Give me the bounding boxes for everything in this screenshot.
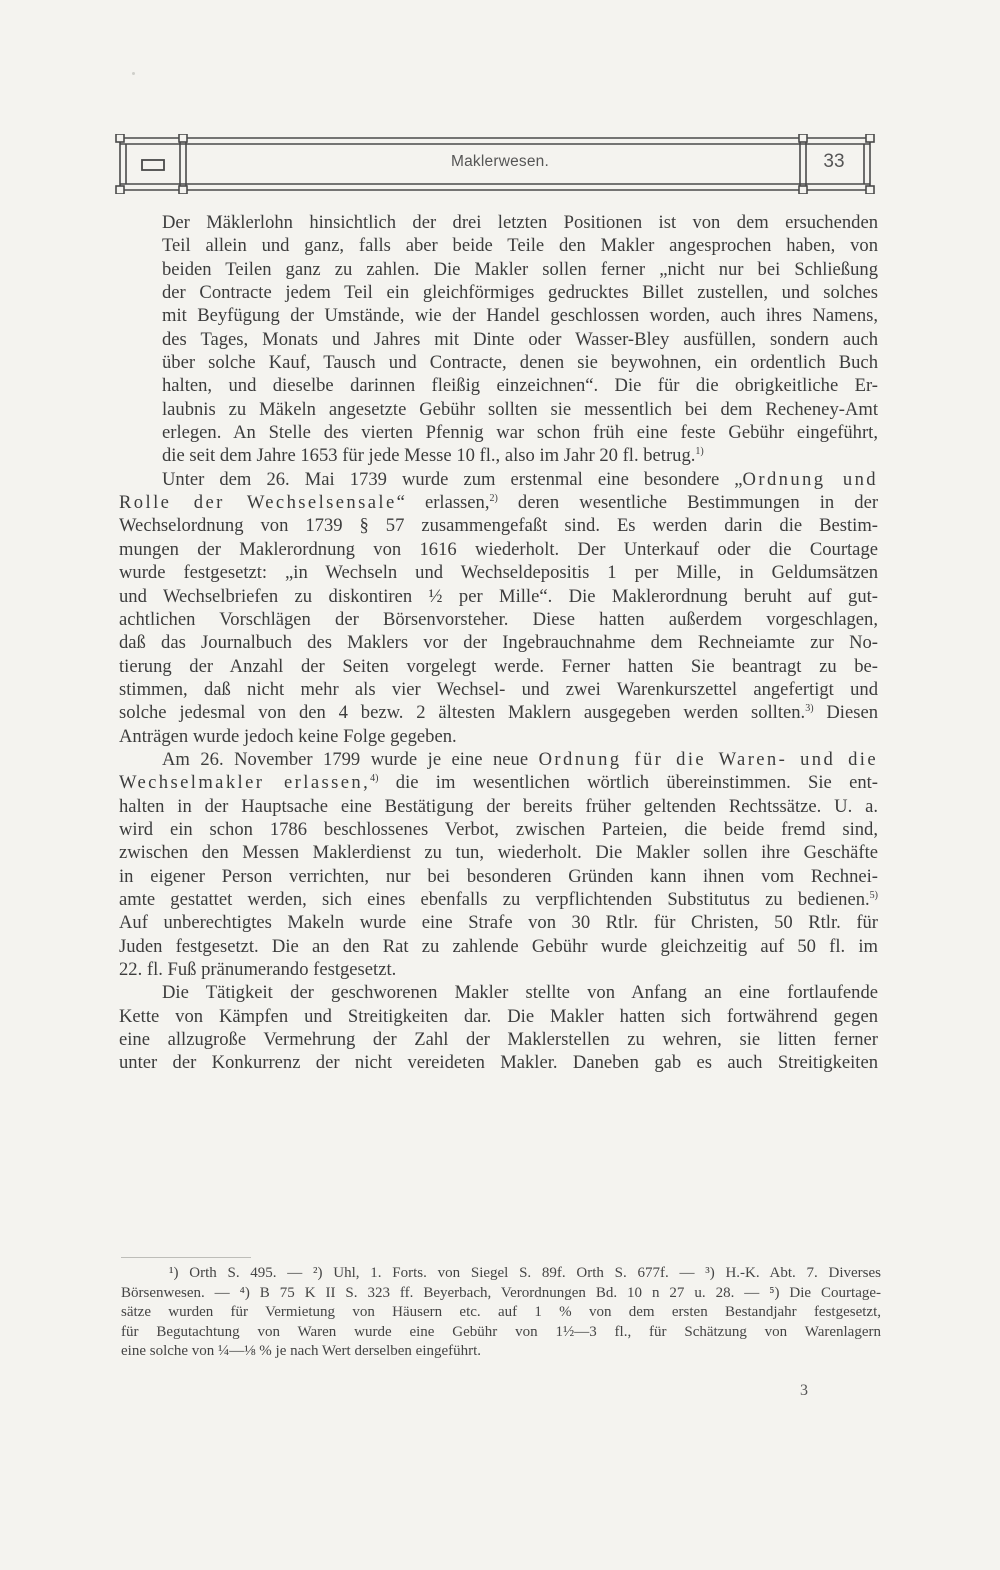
text-line: wird ein schon 1786 beschlossenes Verbot, zwischen Parteien, die beide fremd sind, (119, 818, 878, 840)
spaced-title: Ordnung und (742, 468, 878, 490)
text-line: daß das Journalbuch des Maklers vor der Ingebrauchnahme dem Rechneiamte zur No- (119, 632, 878, 654)
paragraph-3 (119, 748, 878, 981)
signature-number: 3 (800, 1382, 808, 1399)
text-line: halten, und dieselbe darinnen fleißig einzeichnen“. Die für die obrigkeitliche Er- (162, 375, 878, 397)
footnote-ref: 5) (869, 889, 878, 901)
running-title: Maklerwesen. (450, 153, 550, 170)
text-line: in eigener Person verrichten, nur bei besonderen Gründen kann ihnen vom Rechnei- (119, 865, 878, 887)
text-line: Anträgen wurde jedoch keine Folge gegeben. (119, 725, 457, 747)
paragraph-2 (119, 468, 878, 748)
text-run: Unter dem 26. Mai 1739 wurde zum erstenmal eine besondere „ (162, 468, 743, 490)
text-line: stimmen, daß nicht mehr als vier Wechsel- und zwei Warenkurszettel angefertigt und (119, 678, 878, 700)
footnote-line: ¹) Orth S. 495. — ²) Uhl, 1. Forts. von Siegel S. 89f. Orth S. 677f. — ³) H.-K. Abt. 7. Diverses (169, 1265, 881, 1281)
text-line: erlegen. An Stelle des vierten Pfennig war schon früh eine feste Gebühr eingeführt, (162, 422, 878, 444)
text-line: der Contracte jedem Teil ein gleichförmiges gedrucktes Billet zustellen, und solches (162, 282, 878, 304)
footnote-line: eine solche von ¼—⅛ % je nach Wert derselben eingeführt. (121, 1343, 482, 1360)
text-line: zwischen den Messen Maklerdienst zu tun, wiederholt. Die Makler sollen ihre Geschäfte (119, 842, 878, 864)
footnote-divider (121, 1257, 251, 1258)
text-line: 22. fl. Fuß pränumerando festgesetzt. (119, 959, 397, 980)
text-line: Wechselordnung von 1739 § 57 zusammengefaßt sind. Es werden darin die Bestim- (119, 515, 878, 537)
text-line (119, 468, 878, 491)
footnote-ref: 4) (370, 773, 379, 785)
paragraph-1 (119, 211, 878, 468)
text-line: halten in der Hauptsache eine Bestätigung der bereits früher geltenden Rechtssätze. U. a. (119, 795, 878, 817)
text-line (119, 701, 878, 724)
text-line: und Wechselbriefen zu diskontiren ½ per Mille“. Die Maklerordnung beruht auf gut- (119, 585, 878, 607)
footnote-ref: 2) (489, 493, 498, 505)
text-line: wurde festgesetzt: „in Wechseln und Wechseldepositis 1 per Mille, in Geldumsätzen (119, 562, 878, 584)
text-line (119, 444, 878, 467)
text-line: laubnis zu Mäkeln angesetzte Gebühr sollten sie messentlich bei dem Recheney-Amt (162, 398, 878, 420)
page-number: 33 (823, 151, 845, 172)
text-line: unter der Konkurrenz der nicht vereideten Makler. Daneben gab es auch Streitigkeiten (119, 1052, 878, 1074)
text-line: Der Mäklerlohn hinsichtlich der drei letzten Positionen ist von dem ersuchenden (162, 212, 878, 233)
text-line: Juden festgesetzt. Die an den Rat zu zahlende Gebühr wurde gleichzeitig auf 50 fl. im (119, 935, 878, 957)
text-line (119, 888, 878, 911)
text-run: “ erlassen, (396, 492, 490, 514)
spaced-title: Wechselmakler erlassen, (119, 772, 371, 794)
text-run: deren wesentliche Bestimmungen in der (497, 492, 878, 514)
text-run: die im wesentlichen wörtlich übereinstimmen. Sie ent- (378, 772, 878, 794)
paragraph-4 (119, 981, 878, 1074)
text-line: mungen der Maklerordnung von 1616 wiederholt. Der Unterkauf oder die Courtage (119, 538, 878, 560)
footnote-line: Börsenwesen. — ⁴) B 75 K II S. 323 ff. Beyerbach, Verordnungen Bd. 10 n 27 u. 28. — ⁵) Die Courtage- (121, 1284, 881, 1301)
text-line: beiden Teilen ganz zu zahlen. Die Makler sollen ferner „nicht nur bei Schließung (162, 258, 878, 280)
spaced-title: Rolle der Wechselsensale (119, 492, 397, 514)
text-line: achtlichen Vorschlägen der Börsenvorsteher. Diese hatten außerdem vorgeschlagen, (119, 608, 878, 630)
text-line: Auf unberechtigtes Makeln wurde eine Strafe von 30 Rtlr. für Christen, 50 Rtlr. für (119, 912, 878, 934)
footnote-ref: 1) (695, 446, 704, 458)
spaced-title: Ordnung für die Waren- und die (538, 748, 878, 770)
footnote-line: sätze wurden für Vermietung von Häusern etc. auf 1 % von dem ersten Bestandjahr festgesetzt, (121, 1304, 881, 1321)
text-line: Die Tätigkeit der geschworenen Makler stellte von Anfang an eine fortlaufende (162, 982, 878, 1004)
text-run: amte gestattet werden, sich eines ebenfalls zu verpflichtenden Substitutus zu bedienen. (119, 888, 870, 910)
footnote-ref: 3) (805, 703, 814, 715)
text-line (119, 771, 878, 794)
text-run: Diesen (813, 702, 878, 724)
text-line: über solche Kauf, Tausch und Contracte, denen sie beywohnen, ein ordentlich Buch (162, 352, 878, 374)
text-line (119, 748, 878, 771)
text-line: mit Beyfügung der Umstände, wie der Handel geschlossen worden, auch ihres Namens, (162, 305, 878, 327)
text-run: Am 26. November 1799 wurde je eine neue (162, 748, 539, 770)
footnote-line: für Begutachtung von Waren wurde eine Gebühr von 1½—3 fl., für Schätzung von Warenlagern (121, 1323, 881, 1340)
text-run: solche jedesmal von den 4 bezw. 2 ältesten Maklern ausgegeben werden sollten. (119, 702, 806, 724)
text-line: tierung der Anzahl der Seiten vorgelegt werde. Ferner hatten Sie beantragt zu be- (119, 655, 878, 677)
text-line: eine allzugroße Vermehrung der Zahl der Maklerstellen zu wehren, sie litten ferner (119, 1029, 878, 1051)
paper-speck (132, 72, 135, 75)
text-run: die seit dem Jahre 1653 für jede Messe 10 fl., also im Jahr 20 fl. betrug. (162, 445, 696, 467)
text-line: des Tages, Monats und Jahres mit Dinte oder Wasser-Bley ausfüllen, sondern auch (162, 328, 878, 350)
text-line (119, 491, 878, 514)
body-text (119, 211, 878, 1075)
text-line: Teil allein und ganz, falls aber beide Teile den Makler angesprochen haben, von (162, 235, 878, 257)
footnotes (121, 1264, 881, 1362)
text-line: Kette von Kämpfen und Streitigkeiten dar. Die Makler hatten sich fortwährend gegen (119, 1005, 878, 1027)
